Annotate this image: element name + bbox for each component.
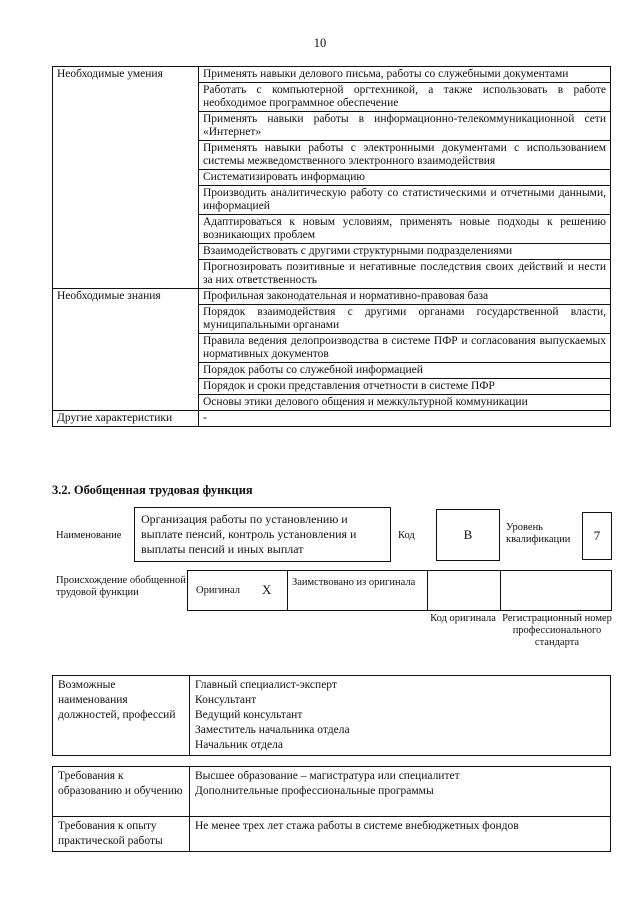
origin-divider (287, 571, 288, 610)
table-cell: Систематизировать информацию (199, 170, 611, 186)
level-label: Уровень квалификации (506, 522, 571, 545)
category-cell: Другие характеристики (53, 411, 199, 427)
list-item: Ведущий консультант (195, 709, 303, 721)
experience-label: Требования к опыту практической работы (53, 817, 190, 852)
table-cell: Профильная законодательная и нормативно-правовая база (199, 289, 611, 305)
positions-label: Возможные наименования должностей, профессий (53, 676, 190, 756)
origin-label: Происхождение обобщенной трудовой функции (56, 575, 186, 598)
table-cell: Правила ведения делопроизводства в системе ПФР и согласования выпускаемых нормативных документов (199, 334, 611, 363)
level-value: 7 (593, 528, 601, 543)
registration-number-caption: Регистрационный номер профессионального стандарта (502, 613, 612, 648)
function-name-value: Организация работы по установлению и выплате пенсий, контроль установления и выплаты пенсий и иных выплат (141, 512, 357, 556)
list-item: Заместитель начальника отдела (195, 724, 350, 736)
table-cell: - (199, 411, 611, 427)
table-cell: Порядок работы со служебной информацией (199, 363, 611, 379)
origin-box (187, 570, 612, 611)
list-item: Высшее образование – магистратура или специалитет (195, 770, 460, 782)
table-cell: Прогнозировать позитивные и негативные последствия своих действий и нести за них ответственность (199, 260, 611, 289)
category-cell: Необходимые знания (53, 289, 199, 411)
list-item: Не менее трех лет стажа работы в системе внебюджетных фондов (195, 820, 519, 832)
function-name-box (134, 507, 391, 562)
table-cell: Работать с компьютерной оргтехникой, а также использовать в работе необходимое программное обеспечение (199, 83, 611, 112)
table-row (53, 411, 611, 427)
table-cell: Применять навыки работы с электронными документами с использованием системы межведомственного электронного взаимодействия (199, 141, 611, 170)
requirements-table (52, 766, 611, 852)
table-cell: Адаптироваться к новым условиям, применять новые подходы к решению возникающих проблем (199, 215, 611, 244)
table-row (53, 817, 611, 852)
table-row (53, 289, 611, 305)
list-item: Консультант (195, 694, 257, 706)
code-label: Код (398, 530, 415, 541)
table-cell: Применять навыки работы в информационно-телекоммуникационной сети «Интернет» (199, 112, 611, 141)
page-number: 10 (313, 36, 327, 50)
list-item: Главный специалист-эксперт (195, 679, 337, 691)
skills-knowledge-table (52, 66, 611, 427)
code-value: B (463, 527, 473, 542)
origin-divider (427, 571, 428, 610)
code-original-caption: Код оригинала (430, 613, 496, 624)
education-label: Требования к образованию и обучению (53, 767, 190, 817)
origin-divider (500, 571, 501, 610)
experience-values (190, 817, 611, 852)
education-values (190, 767, 611, 817)
category-cell: Необходимые умения (53, 67, 199, 289)
table-cell: Порядок взаимодействия с другими органами государственной власти, муниципальными органами (199, 305, 611, 334)
name-label: Наименование (56, 530, 122, 541)
table-cell: Производить аналитическую работу со статистическими и отчетными данными, информацией (199, 186, 611, 215)
list-item: Дополнительные профессиональные программы (195, 785, 434, 797)
section-heading: 3.2. Обобщенная трудовая функция (52, 483, 253, 497)
code-box (436, 509, 500, 561)
table-cell: Применять навыки делового письма, работы со служебными документами (199, 67, 611, 83)
table-cell: Основы этики делового общения и межкультурной коммуникации (199, 395, 611, 411)
positions-list (190, 676, 611, 756)
list-item: Начальник отдела (195, 739, 283, 751)
table-row (53, 67, 611, 83)
level-box (582, 512, 612, 560)
borrowed-label: Заимствовано из оригинала (292, 577, 416, 588)
positions-table (52, 675, 611, 756)
original-label: Оригинал (196, 585, 240, 596)
table-cell: Порядок и сроки представления отчетности в системе ПФР (199, 379, 611, 395)
table-cell: Взаимодействовать с другими структурными подразделениями (199, 244, 611, 260)
table-row (53, 676, 611, 756)
original-mark: X (262, 582, 272, 597)
table-row (53, 767, 611, 817)
